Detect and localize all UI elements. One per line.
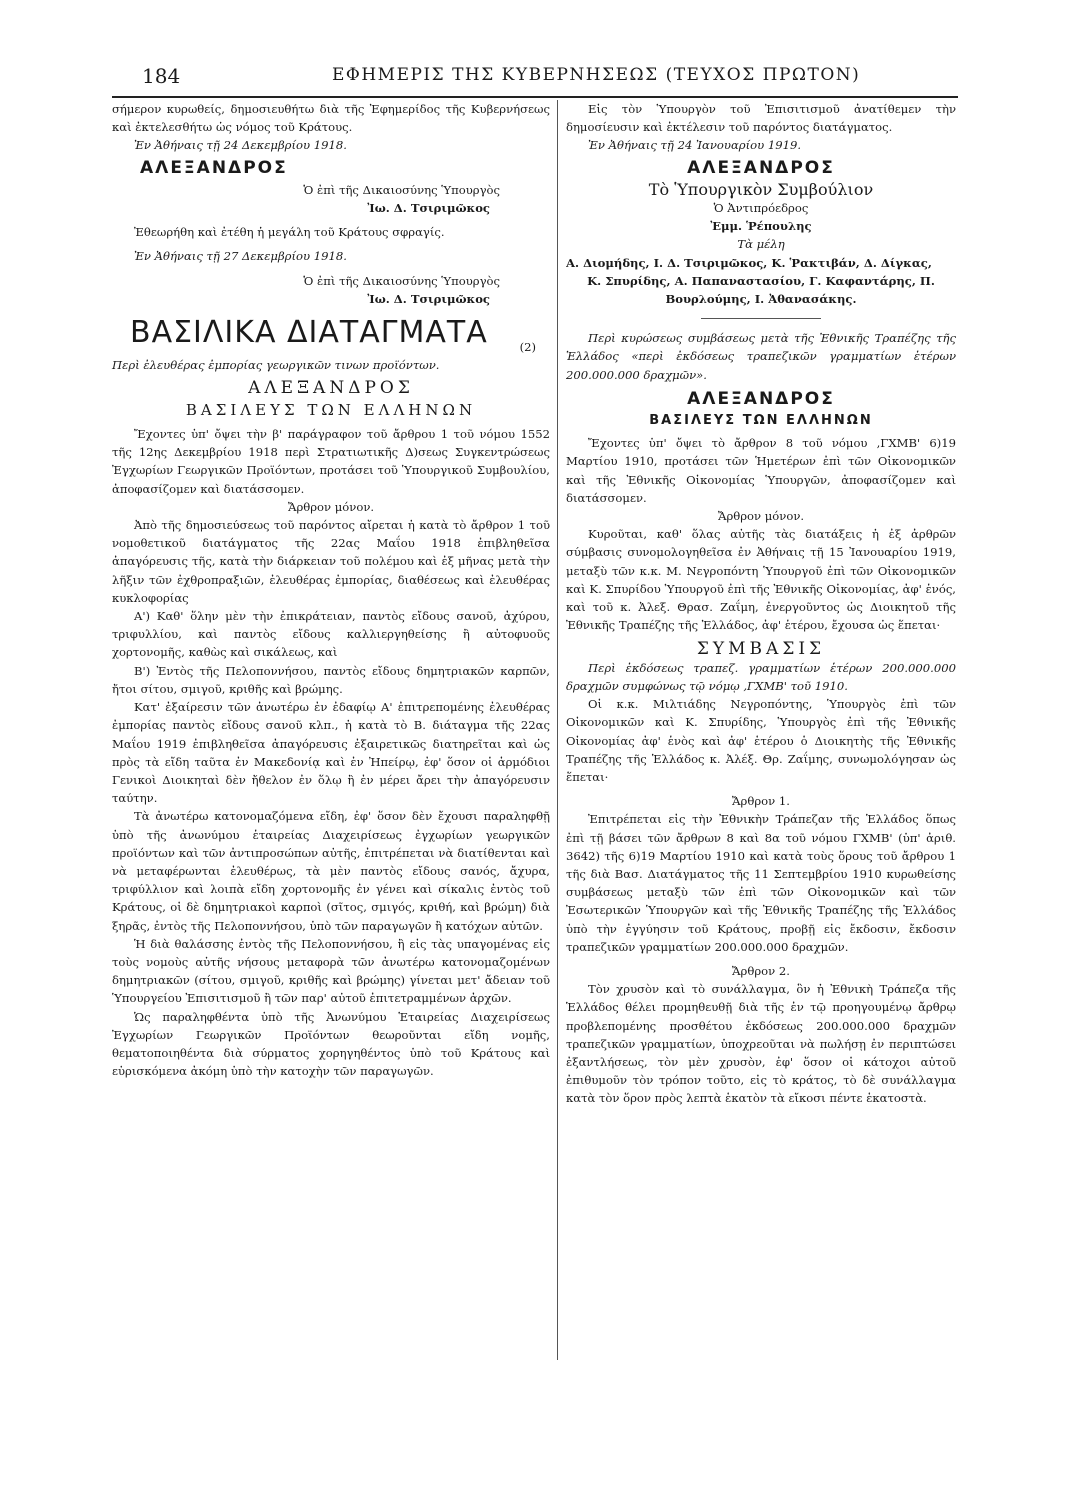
left-column <box>112 100 550 1080</box>
king-title: ΒΑΣΙΛΕΥΣ ΤΩΝ ΕΛΛΗΝΩΝ <box>185 400 477 419</box>
section-title: ΒΑΣΙΛΙΚΑ ΔΙΑΤΑΓΜΑΤΑ <box>130 315 488 351</box>
header-rule <box>112 96 958 98</box>
members-line: Κ. Σπυρίδης, Α. Παπαναστασίου, Γ. Καφαντάρης, Π. Βουρλούμης, Ι. Ἀθανασάκης. <box>587 273 935 307</box>
members-label: Τὰ μέλη <box>737 237 785 252</box>
article-heading: Ἄρθρον 1. <box>732 794 790 809</box>
decree-number: (2) <box>519 340 536 355</box>
date-line: Ἐν Ἀθήναις τῇ 24 Δεκεμβρίου 1918. <box>134 138 347 153</box>
intro-text: σήμερον κυρωθείς, δημοσιευθήτω διὰ τῆς Ἐφημερίδος τῆς Κυβερνήσεως καὶ ἐκτελεσθήτω ὡς νόμος τοῦ Κράτους. <box>112 102 550 135</box>
intro-text: Εἰς τὸν Ὑπουργὸν τοῦ Ἐπισιτισμοῦ ἀνατίθεμεν τὴν δημοσίευσιν καὶ ἐκτέλεσιν τοῦ παρόντος διατάγματος. <box>566 102 956 135</box>
paragraph: Ἀπὸ τῆς δημοσιεύσεως τοῦ παρόντος αἴρεται ἡ κατὰ τὸ ἄρθρον 1 τοῦ νομοθετικοῦ διατάγματος τῆς 22ας Μαΐου 1918 ἐπιβληθεῖσα ἀπαγόρευσις τῆς, κατὰ τὴν διάρκειαν τοῦ πολέμου καὶ ἐξ μῆνας μετὰ τὴν λῆξιν τῶν ἐχθροπραξιῶν, ἐλευθέρας ἐμπορίας, διαθέσεως καὶ ἐλευθέρας κυκλοφορίας <box>112 518 550 605</box>
minister-name: Ἰω. Δ. Τσιριμῶκος <box>367 291 490 306</box>
preamble: Ἔχοντες ὑπ' ὄψει τὴν β' παράγραφον τοῦ ἄρθρου 1 τοῦ νόμου 1552 τῆς 12ης Δεκεμβρίου 1918 περὶ Στρατιωτικῆς Δ)σεως Συγκεντρώσεως Ἐγχωρίων Γεωργικῶν Προϊόντων, προτάσει τοῦ Ὑπουργικοῦ Συμβουλίου, ἀποφασίζομεν καὶ διατάσσομεν. <box>112 427 550 496</box>
page-header <box>112 62 958 92</box>
date-line: Ἐν Ἀθήναις τῇ 27 Δεκεμβρίου 1918. <box>134 249 347 264</box>
paragraph: Κατ' ἐξαίρεσιν τῶν ἀνωτέρω ἐν ἐδαφίῳ Α' ἐπιτρεπομένης ἐλευθέρας ἐμπορίας παντὸς εἴδους σανοῦ κλπ., ἡ κατὰ τὸ Β. διάταγμα τῆς 22ας Μαΐου 1919 ἐπιβληθεῖσα ἀπαγόρευσις ἐξαιρετικῶς διατηρεῖται καὶ ὡς πρὸς τὰ εἴδη ταῦτα ἐν Μακεδονίᾳ καὶ ἐν Ἠπείρῳ, ἐφ' ὅσον οἱ ἁρμόδιοι Γενικοὶ Διοικηταὶ δὲν ἤθελον ἐν ὅλῳ ἢ ἐν μέρει ἄρει τὴν ἀπαγόρευσιν ταύτην. <box>112 700 550 806</box>
paragraph: Κυροῦται, καθ' ὅλας αὐτῆς τὰς διατάξεις ἡ ἐξ ἀρθρῶν σύμβασις συνομολογηθεῖσα ἐν Ἀθήναις τῇ 15 Ἰανουαρίου 1919, μεταξὺ τῶν κ.κ. Μ. Νεγροπόντη Ὑπουργοῦ ἐπὶ τῶν Οἰκονομικῶν καὶ Κ. Σπυρίδου Ὑπουργοῦ ἐπὶ τῆς Ἐθνικῆς Οἰκονομίας, ἀφ' ἑνός, καὶ τοῦ κ. Ἀλεξ. Θρασ. Ζαΐμη, ἐνεργοῦντος ὡς Διοικητοῦ τῆς Ἐθνικῆς Τραπέζης τῆς Ἑλλάδος, ἀφ' ἑτέρου, ἔχουσα ὡς ἕπεται· <box>566 527 956 633</box>
gazette-title: ΕΦΗΜΕΡΙΣ ΤΗΣ ΚΥΒΕΡΝΗΣΕΩΣ (ΤΕΥΧΟΣ ΠΡΩΤΟΝ) <box>332 65 861 85</box>
decree-subject: Περὶ ἐλευθέρας ἐμπορίας γεωργικῶν τινων προϊόντων. <box>112 358 440 373</box>
paragraph: Α') Καθ' ὅλην μὲν τὴν ἐπικράτειαν, παντὸς εἴδους σανοῦ, ἀχύρου, τριφυλλίου, καὶ παντὸς εἴδους καλλιεργηθείσης ἢ αὐτοφυοῦς χορτονομῆς, καθὼς καὶ σικάλεως, καὶ <box>112 609 550 660</box>
members-line: Α. Διομήδης, Ι. Δ. Τσιριμῶκος, Κ. Ῥακτιβάν, Δ. Δίγκας, <box>566 255 932 270</box>
royal-signature: ΑΛΕΞΑΝΔΡΟΣ <box>687 157 835 178</box>
minister-title: Ὁ ἐπὶ τῆς Δικαιοσύνης Ὑπουργὸς <box>303 273 500 288</box>
paragraph: Τὰ ἀνωτέρω κατονομαζόμενα εἴδη, ἐφ' ὅσον δὲν ἔχουσι παραληφθῇ ὑπὸ τῆς ἀνωνύμου ἑταιρείας Διαχειρίσεως ἐγχωρίων γεωργικῶν προϊόντων καὶ τῶν ἀντιπροσώπων αὐτῆς, ἐπιτρέπεται νὰ διατίθενται καὶ νὰ μεταφέρωνται ἐλευθέρως, τὰ μὲν παντὸς εἴδους σανός, ἄχυρα, τριφύλλιον καὶ λοιπὰ εἴδη χορτονομῆς ἐν γένει καὶ σίκαλις ἐντὸς τοῦ Κράτους, οἱ δὲ δημητριακοὶ καρποὶ (σῖτος, σμιγός, κριθή, καὶ βρώμη) διὰ ξηρᾶς, ἐντὸς τῆς Πελοποννήσου, ὑπὸ τῶν παραγωγῶν ἢ κατόχων αὐτῶν. <box>112 809 550 933</box>
date-line: Ἐν Ἀθήναις τῇ 24 Ἰανουαρίου 1919. <box>588 138 802 153</box>
column-divider <box>557 100 558 1360</box>
paragraph: Οἱ κ.κ. Μιλτιάδης Νεγροπόντης, Ὑπουργὸς ἐπὶ τῶν Οἰκονομικῶν καὶ Κ. Σπυρίδης, Ὑπουργὸς ἐπὶ τῆς Ἐθνικῆς Οἰκονομίας ἀφ' ἑνὸς καὶ ἀφ' ἑτέρου ὁ Διοικητὴς τῆς Ἐθνικῆς Τραπέζης τῆς Ἑλλάδος κ. Ἀλέξ. Θρ. Ζαΐμης, συνωμολόγησαν ὡς ἕπεται· <box>566 697 956 784</box>
paragraph: Ὡς παραληφθέντα ὑπὸ τῆς Ἀνωνύμου Ἑταιρείας Διαχειρίσεως Ἐγχωρίων Γεωργικῶν Προϊόντων θεωροῦνται εἴδη νομῆς, θεματοποιηθέντα διὰ σύρματος χορηγηθέντος ὑπὸ τοῦ Κράτους καὶ εὑρισκόμενα ἀκόμη ὑπὸ τὴν κατοχὴν τῶν παραγωγῶν. <box>112 1009 550 1079</box>
contract-subject: Περὶ ἐκδόσεως τραπεζ. γραμματίων ἑτέρων 200.000.000 δραχμῶν συμφώνως τῷ νόμῳ ,ΓΧΜΒ' τοῦ 1910. <box>566 660 956 693</box>
article-heading: Ἄρθρον 2. <box>732 963 790 978</box>
seal-note: Ἐθεωρήθη καὶ ἐτέθη ἡ μεγάλη τοῦ Κράτους σφραγίς. <box>134 225 445 240</box>
king-title: ΒΑΣΙΛΕΥΣ ΤΩΝ ΕΛΛΗΝΩΝ <box>649 413 873 429</box>
paragraph: Β') Ἐντὸς τῆς Πελοποννήσου, παντὸς εἴδους δημητριακῶν καρπῶν, ἤτοι σίτου, σμιγοῦ, κριθῆς καὶ βρώμης. <box>112 663 550 696</box>
decree-subject: Περὶ κυρώσεως συμβάσεως μετὰ τῆς Ἐθνικῆς Τραπέζης τῆς Ἑλλάδος «περὶ ἐκδόσεως τραπεζικῶν γραμματίων ἑτέρων 200.000.000 δραχμῶν». <box>566 331 956 382</box>
decorative-rule <box>701 318 821 319</box>
preamble: Ἔχοντες ὑπ' ὄψει τὸ ἄρθρον 8 τοῦ νόμου ,ΓΧΜΒ' 6)19 Μαρτίου 1910, προτάσει τῶν Ἡμετέρων ἐπὶ τῶν Οἰκονομικῶν καὶ τῆς Ἐθνικῆς Οἰκονομίας Ὑπουργῶν, ἀποφασίζομεν καὶ διατάσσομεν. <box>566 436 956 505</box>
paragraph: Ἐπιτρέπεται εἰς τὴν Ἐθνικὴν Τράπεζαν τῆς Ἑλλάδος ὅπως ἐπὶ τῇ βάσει τῶν ἄρθρων 8 καὶ 8α τοῦ νόμου ΓΧΜΒ' (ὑπ' ἀριθ. 3642) τῆς 6)19 Μαρτίου 1910 καὶ κατὰ τοὺς ὅρους τοῦ ἄρθρου 1 τῆς διὰ Βασ. Διατάγματος τῆς 11 Σεπτεμβρίου 1910 κυρωθείσης συμβάσεως μεταξὺ τῶν ἐπὶ τῶν Οἰκονομικῶν καὶ τῶν Ἐσωτερικῶν Ὑπουργῶν καὶ τῆς Ἐθνικῆς Τραπέζης τῆς Ἑλλάδος ὑπὸ τὴν ἐγγύησιν τοῦ Κράτους, προβῇ εἰς ἔκδοσιν, ἔκδοσιν τραπεζικῶν γραμματίων 200.000.000 δραχμῶν. <box>566 812 956 954</box>
paragraph: Τὸν χρυσὸν καὶ τὸ συνάλλαγμα, ὃν ἡ Ἐθνικὴ Τράπεζα τῆς Ἑλλάδος θέλει προμηθευθῇ διὰ τῆς ἐν τῷ προηγουμένῳ ἄρθρῳ προβλεπομένης προσθέτου ἐκδόσεως 200.000.000 δραχμῶν τραπεζικῶν γραμματίων, ὑποχρεοῦται νὰ πωλήσῃ ἐν περιπτώσει ἐξαντλήσεως, τὸν μὲν χρυσὸν, ἐφ' ὅσον οἱ κάτοχοι αὐτοῦ ἐπιθυμοῦν τὸν τρόπον τοῦτο, εἰς τὸ κράτος, τὸ δὲ συνάλλαγμα κατὰ τὸν ὅρον πρὸς λεπτὰ ἑκατὸν τὰ εἴκοσι πέντε ἑκατοστὰ. <box>566 982 956 1106</box>
article-heading: Ἄρθρον μόνον. <box>717 509 805 524</box>
page-number: 184 <box>142 64 181 88</box>
minister-name: Ἰω. Δ. Τσιριμῶκος <box>367 201 490 216</box>
minister-title: Ὁ ἐπὶ τῆς Δικαιοσύνης Ὑπουργὸς <box>303 182 500 197</box>
royal-signature: ΑΛΕΞΑΝΔΡΟΣ <box>140 157 288 178</box>
paragraph: Ἡ διὰ θαλάσσης ἐντὸς τῆς Πελοποννήσου, ἢ εἰς τὰς υπαγομένας εἰς τοὺς νομοὺς αὐτῆς νήσους μεταφορὰ τῶν ἀνωτέρω κατονομαζομένων δημητριακῶν (σίτου, σμιγοῦ, κριθῆς καὶ βρώμης) γίνεται μετ' ἄδειαν τοῦ Ὑπουργείου Ἐπισιτισμοῦ ἢ τῶν παρ' αὐτοῦ ἐπιτετραμμένων ἀρχῶν. <box>112 936 550 1006</box>
king-name: ΑΛΕΞΑΝΔΡΟΣ <box>248 377 414 398</box>
right-column <box>566 100 956 1108</box>
article-heading: Ἄρθρον μόνον. <box>287 499 375 514</box>
king-name: ΑΛΕΞΑΝΔΡΟΣ <box>687 388 835 409</box>
council-title: Τὸ Ὑπουργικὸν Συμβούλιον <box>648 179 874 199</box>
contract-title: ΣΥΜΒΑΣΙΣ <box>696 639 826 660</box>
vice-president-title: Ὁ Ἀντιπρόεδρος <box>713 201 809 216</box>
vice-president-name: Ἐμμ. Ῥέπουλης <box>710 219 812 234</box>
